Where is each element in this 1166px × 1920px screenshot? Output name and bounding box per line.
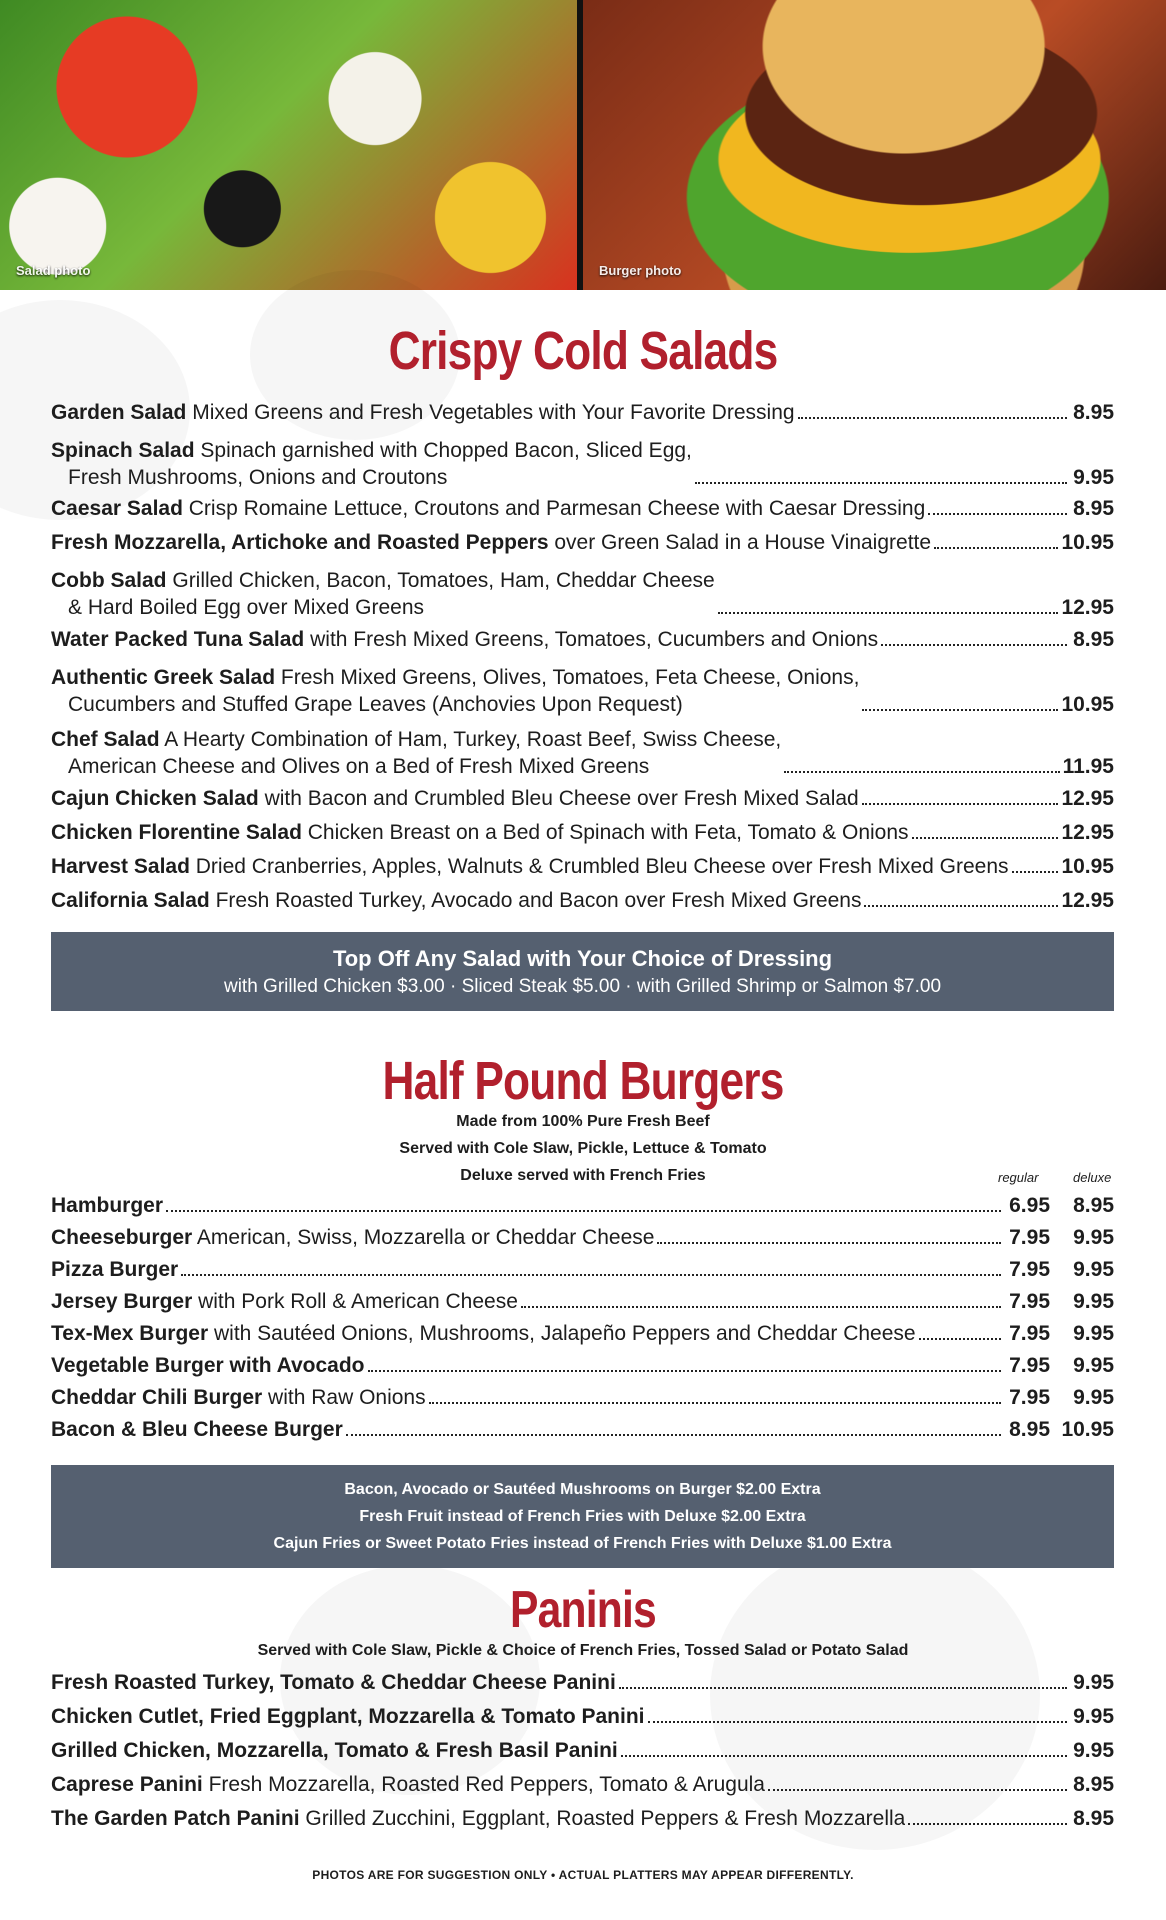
panini-row (51, 1737, 1114, 1764)
burger-name: Vegetable Burger with Avocado (51, 1354, 365, 1377)
burger-name: Pizza Burger (51, 1258, 179, 1281)
salad-name: Chicken Florentine Salad (51, 821, 302, 844)
salad-name: Caesar Salad (51, 497, 183, 520)
salad-name: Harvest Salad (51, 855, 190, 878)
salad-row (51, 433, 1114, 491)
dot-leader (881, 643, 1067, 646)
salad-description-continued: & Hard Boiled Egg over Mixed Greens (68, 596, 425, 619)
salad-name: Cajun Chicken Salad (51, 787, 259, 810)
salad-description: with Fresh Mixed Greens, Tomatoes, Cucumbers and Onions (310, 628, 879, 651)
burger-deluxe-price: 9.95 (1073, 1322, 1114, 1345)
burger-deluxe-price: 8.95 (1073, 1194, 1114, 1217)
dot-leader (928, 512, 1067, 515)
salad-description-continued: Fresh Mushrooms, Onions and Croutons (68, 466, 448, 489)
burgers-title: Half Pound Burgers (382, 1051, 784, 1111)
burger-regular-price: 6.95 (1009, 1194, 1050, 1217)
salad-row (51, 722, 1114, 780)
panini-price: 9.95 (1073, 1705, 1114, 1728)
burger-name: Cheeseburger (51, 1226, 193, 1249)
salad-name: Cobb Salad (51, 569, 167, 592)
salad-name: Water Packed Tuna Salad (51, 628, 305, 651)
salad-description: Fresh Mixed Greens, Olives, Tomatoes, Feta Cheese, Onions, (280, 666, 860, 689)
salad-photo (0, 0, 577, 290)
dot-leader (1012, 870, 1059, 873)
salad-name: California Salad (51, 889, 210, 912)
burger-description: with Sautéed Onions, Mushrooms, Jalapeño Peppers and Cheddar Cheese (214, 1322, 916, 1345)
burger-regular-price: 7.95 (1009, 1354, 1050, 1377)
burger-row (51, 1256, 1114, 1283)
panini-name: The Garden Patch Panini (51, 1807, 300, 1830)
salad-description: Dried Cranberries, Apples, Walnuts & Crumbled Bleu Cheese over Fresh Mixed Greens (195, 855, 1009, 878)
salad-description: A Hearty Combination of Ham, Turkey, Roast Beef, Swiss Cheese, (164, 728, 782, 751)
salad-row (51, 785, 1114, 812)
dot-leader (166, 1209, 1001, 1212)
dot-leader (784, 770, 1059, 773)
burger-deluxe-price: 10.95 (1061, 1418, 1114, 1441)
salad-row (51, 563, 1114, 621)
burger-regular-price: 7.95 (1009, 1322, 1050, 1345)
dot-leader (768, 1788, 1067, 1791)
dot-leader (862, 802, 1059, 805)
salad-description: over Green Salad in a House Vinaigrette (554, 531, 932, 554)
salad-row (51, 626, 1114, 653)
dot-leader (695, 481, 1067, 484)
panini-name: Caprese Panini (51, 1773, 203, 1796)
dot-leader (521, 1305, 1001, 1308)
paninis-title: Paninis (510, 1581, 656, 1639)
salad-description-continued: Cucumbers and Stuffed Grape Leaves (Anchovies Upon Request) (68, 693, 683, 716)
burger-deluxe-price: 9.95 (1073, 1226, 1114, 1249)
panini-price: 8.95 (1073, 1807, 1114, 1830)
panini-description: Grilled Zucchini, Eggplant, Roasted Peppers & Fresh Mozzarella (305, 1807, 906, 1830)
salad-price: 12.95 (1061, 787, 1114, 810)
burgers-subtitle-sides: Served with Cole Slaw, Pickle, Lettuce & Tomato (399, 1140, 767, 1157)
salad-topping-banner (51, 932, 1114, 1011)
dot-leader (368, 1369, 1001, 1372)
deluxe-column-label: deluxe (1073, 1170, 1112, 1185)
salad-price: 11.95 (1062, 755, 1114, 778)
panini-row (51, 1703, 1114, 1730)
menu-page (0, 290, 1166, 1920)
burger-regular-price: 8.95 (1009, 1418, 1050, 1441)
burger-photo (583, 0, 1166, 290)
dot-leader (798, 416, 1067, 419)
burgers-subtitle-deluxe: Deluxe served with French Fries (460, 1167, 706, 1184)
burger-description: with Pork Roll & American Cheese (198, 1290, 518, 1313)
salad-description-continued: American Cheese and Olives on a Bed of Fresh Mixed Greens (68, 755, 650, 778)
salad-description: Spinach garnished with Chopped Bacon, Sliced Egg, (200, 439, 692, 462)
dot-leader (648, 1720, 1067, 1723)
salad-name: Chef Salad (51, 728, 160, 751)
salad-name: Spinach Salad (51, 439, 195, 462)
burger-deluxe-price: 9.95 (1073, 1290, 1114, 1313)
burger-deluxe-price: 9.95 (1073, 1354, 1114, 1377)
salad-description: Mixed Greens and Fresh Vegetables with Your Favorite Dressing (192, 401, 795, 424)
paninis-subtitle: Served with Cole Slaw, Pickle & Choice of French Fries, Tossed Salad or Potato Salad (257, 1642, 909, 1659)
panini-description: Fresh Mozzarella, Roasted Red Peppers, Tomato & Arugula (208, 1773, 765, 1796)
salad-price: 8.95 (1073, 401, 1114, 424)
burger-row (51, 1288, 1114, 1315)
burger-extra-fries: Cajun Fries or Sweet Potato Fries instead of French Fries with Deluxe $1.00 Extra (273, 1535, 892, 1552)
salad-photo-label: Salad photo (16, 263, 91, 278)
burger-description: American, Swiss, Mozzarella or Cheddar Cheese (196, 1226, 655, 1249)
burger-description: with Raw Onions (268, 1386, 426, 1409)
burger-deluxe-price: 9.95 (1073, 1386, 1114, 1409)
salad-price: 12.95 (1061, 821, 1114, 844)
salad-price: 12.95 (1061, 596, 1114, 619)
burger-row (51, 1384, 1114, 1411)
salad-price: 10.95 (1061, 855, 1114, 878)
salads-title: Crispy Cold Salads (388, 321, 778, 381)
burger-photo-label: Burger photo (599, 263, 682, 278)
panini-row (51, 1771, 1114, 1798)
burger-row (51, 1416, 1114, 1443)
regular-column-label: regular (998, 1170, 1039, 1185)
panini-name: Chicken Cutlet, Fried Eggplant, Mozzarella & Tomato Panini (51, 1705, 645, 1728)
salad-price: 12.95 (1061, 889, 1114, 912)
salad-row (51, 819, 1114, 846)
dot-leader (429, 1401, 1001, 1404)
burger-extra-fruit: Fresh Fruit instead of French Fries with Deluxe $2.00 Extra (359, 1508, 806, 1525)
salad-description: with Bacon and Crumbled Bleu Cheese over Fresh Mixed Salad (264, 787, 859, 810)
burger-name: Jersey Burger (51, 1290, 193, 1313)
salad-row (51, 495, 1114, 522)
dot-leader (346, 1433, 1001, 1436)
burger-deluxe-price: 9.95 (1073, 1258, 1114, 1281)
salad-price: 8.95 (1073, 497, 1114, 520)
salad-row (51, 660, 1114, 718)
burger-name: Cheddar Chili Burger (51, 1386, 263, 1409)
salad-topping-title: Top Off Any Salad with Your Choice of Dressing (332, 945, 833, 971)
burger-regular-price: 7.95 (1009, 1226, 1050, 1249)
dot-leader (621, 1754, 1067, 1757)
salad-name: Authentic Greek Salad (51, 666, 276, 689)
burger-extras-banner (51, 1465, 1114, 1568)
dot-leader (934, 546, 1058, 549)
burger-extra-toppings: Bacon, Avocado or Sautéed Mushrooms on Burger $2.00 Extra (344, 1481, 821, 1498)
dot-leader (919, 1337, 1001, 1340)
photo-disclaimer: PHOTOS ARE FOR SUGGESTION ONLY • ACTUAL PLATTERS MAY APPEAR DIFFERENTLY. (312, 1868, 854, 1882)
salad-description: Fresh Roasted Turkey, Avocado and Bacon over Fresh Mixed Greens (215, 889, 862, 912)
dot-leader (912, 836, 1059, 839)
burger-row (51, 1192, 1114, 1219)
salad-price: 9.95 (1073, 466, 1114, 489)
burger-row (51, 1352, 1114, 1379)
dot-leader (864, 904, 1058, 907)
dot-leader (862, 708, 1058, 711)
salad-row (51, 887, 1114, 914)
dot-leader (619, 1686, 1067, 1689)
burger-row (51, 1224, 1114, 1251)
burger-name: Tex-Mex Burger (51, 1322, 209, 1345)
dot-leader (181, 1273, 1001, 1276)
burger-row (51, 1320, 1114, 1347)
dot-leader (657, 1241, 1001, 1244)
salad-name: Fresh Mozzarella, Artichoke and Roasted Peppers (51, 531, 549, 554)
burger-name: Hamburger (51, 1194, 164, 1217)
dot-leader (718, 611, 1059, 614)
salad-price: 10.95 (1061, 693, 1114, 716)
panini-name: Grilled Chicken, Mozzarella, Tomato & Fresh Basil Panini (51, 1739, 618, 1762)
salad-row (51, 529, 1114, 556)
panini-row (51, 1669, 1114, 1696)
burgers-subtitle-beef: Made from 100% Pure Fresh Beef (456, 1113, 710, 1130)
salad-row (51, 399, 1114, 426)
salad-topping-prices: with Grilled Chicken $3.00 · Sliced Steak $5.00 · with Grilled Shrimp or Salmon $7.00 (223, 975, 942, 997)
burger-regular-price: 7.95 (1009, 1386, 1050, 1409)
salad-row (51, 853, 1114, 880)
burger-regular-price: 7.95 (1009, 1258, 1050, 1281)
header-photos (0, 0, 1166, 290)
panini-price: 9.95 (1073, 1739, 1114, 1762)
panini-name: Fresh Roasted Turkey, Tomato & Cheddar Cheese Panini (51, 1671, 616, 1694)
salad-description: Grilled Chicken, Bacon, Tomatoes, Ham, Cheddar Cheese (172, 569, 715, 592)
burger-name: Bacon & Bleu Cheese Burger (51, 1418, 343, 1441)
salad-name: Garden Salad (51, 401, 187, 424)
salad-description: Crisp Romaine Lettuce, Croutons and Parmesan Cheese with Caesar Dressing (188, 497, 926, 520)
salad-price: 10.95 (1061, 531, 1114, 554)
panini-row (51, 1805, 1114, 1832)
dot-leader (908, 1822, 1067, 1825)
salad-price: 8.95 (1073, 628, 1114, 651)
panini-price: 9.95 (1073, 1671, 1114, 1694)
panini-price: 8.95 (1073, 1773, 1114, 1796)
burger-regular-price: 7.95 (1009, 1290, 1050, 1313)
salad-description: Chicken Breast on a Bed of Spinach with Feta, Tomato & Onions (307, 821, 909, 844)
